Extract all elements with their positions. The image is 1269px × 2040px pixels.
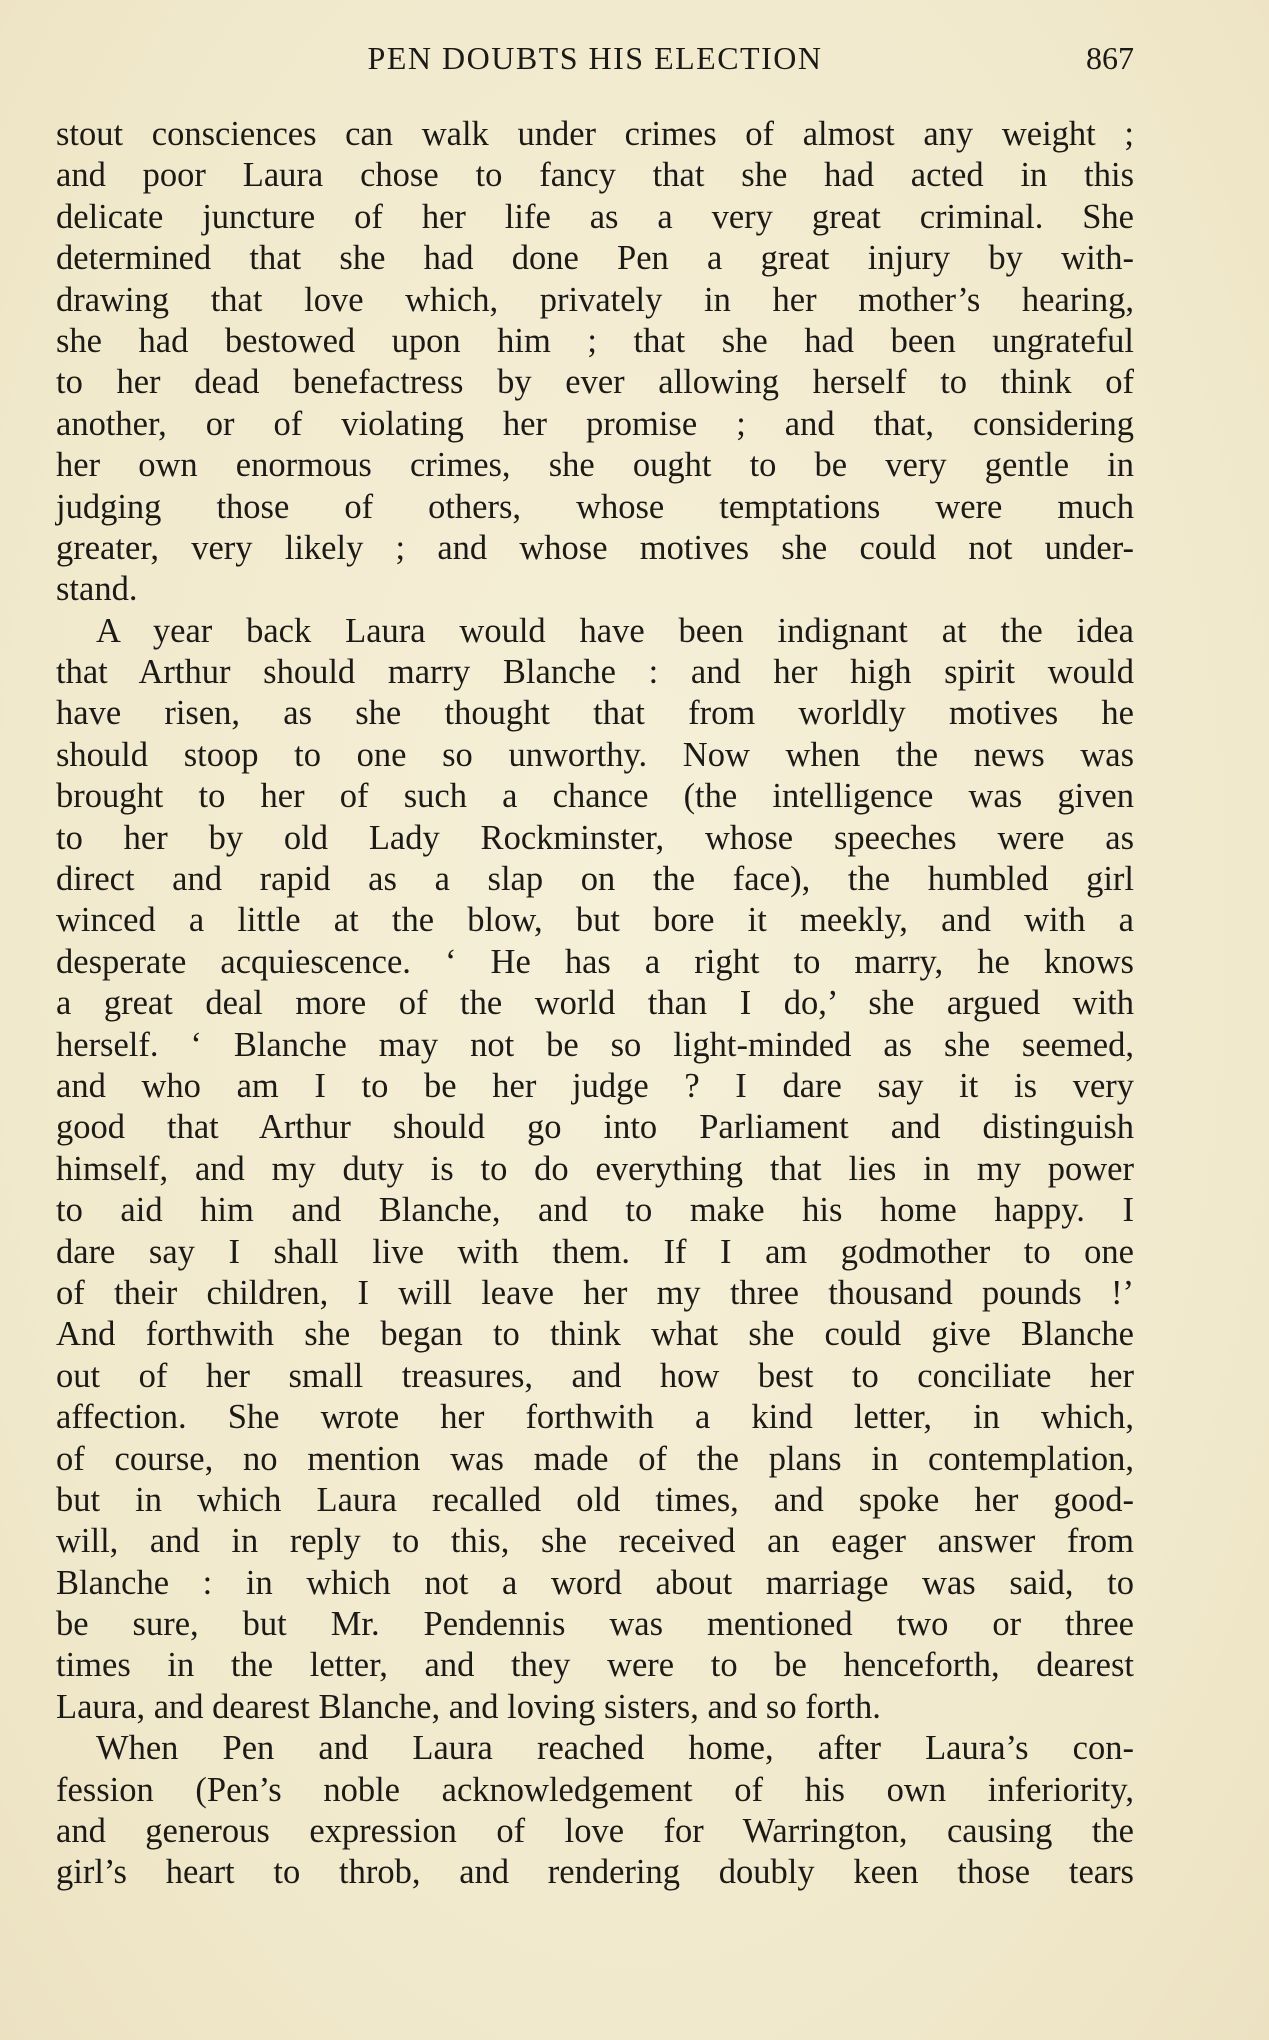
text-line: a great deal more of the world than I do,’ she argued with <box>56 984 1134 1023</box>
text-line: fession (Pen’s noble acknowledgement of his own inferiority, <box>56 1770 1134 1809</box>
text-line: stout consciences can walk under crimes of almost any weight ; <box>56 115 1134 153</box>
text-line: stand. <box>56 570 138 609</box>
text-line: direct and rapid as a slap on the face), the humbled girl <box>56 860 1134 899</box>
text-line: will, and in reply to this, she received an eager answer from <box>56 1522 1134 1561</box>
text-line: have risen, as she thought that from worldly motives he <box>56 694 1134 733</box>
text-line: be sure, but Mr. Pendennis was mentioned two or three <box>56 1605 1134 1644</box>
text-line: Blanche : in which not a word about marriage was said, to <box>56 1563 1134 1602</box>
running-title: PEN DOUBTS HIS ELECTION <box>367 40 823 76</box>
text-line: of their children, I will leave her my three thousand pounds !’ <box>56 1273 1134 1312</box>
text-line: out of her small treasures, and how best to conciliate her <box>56 1356 1134 1395</box>
text-line: of course, no mention was made of the plans in contemplation, <box>56 1439 1134 1478</box>
text-line: determined that she had done Pen a great injury by with- <box>56 239 1134 278</box>
page-number: 867 <box>1086 40 1134 76</box>
text-line: winced a little at the blow, but bore it meekly, and with a <box>56 901 1134 940</box>
running-head <box>56 36 1134 80</box>
text-line: girl’s heart to throb, and rendering doubly keen those tears <box>56 1853 1134 1892</box>
text-line: drawing that love which, privately in her mother’s hearing, <box>56 280 1134 319</box>
text-line: and who am I to be her judge ? I dare say it is very <box>56 1066 1134 1105</box>
text-line: her own enormous crimes, she ought to be very gentle in <box>56 446 1134 485</box>
text-line: brought to her of such a chance (the intelligence was given <box>56 777 1134 816</box>
text-line: to aid him and Blanche, and to make his home happy. I <box>56 1191 1134 1230</box>
text-line: A year back Laura would have been indignant at the idea <box>96 611 1134 650</box>
text-line: desperate acquiescence. ‘ He has a right to marry, he knows <box>56 942 1134 981</box>
text-line: greater, very likely ; and whose motives she could not under- <box>56 528 1134 567</box>
text-line: another, or of violating her promise ; and that, considering <box>56 404 1134 443</box>
text-line: but in which Laura recalled old times, and spoke her good- <box>56 1480 1134 1519</box>
text-line: to her by old Lady Rockminster, whose speeches were as <box>56 818 1134 857</box>
text-line: affection. She wrote her forthwith a kind letter, in which, <box>56 1398 1134 1437</box>
text-line: times in the letter, and they were to be henceforth, dearest <box>56 1646 1134 1685</box>
text-line: himself, and my duty is to do everything that lies in my power <box>56 1149 1134 1188</box>
text-line: dare say I shall live with them. If I am godmother to one <box>56 1232 1134 1271</box>
text-line: she had bestowed upon him ; that she had been ungrateful <box>56 321 1134 360</box>
body-text <box>56 114 1134 1894</box>
text-line: and generous expression of love for Warrington, causing the <box>56 1812 1134 1851</box>
text-line: to her dead benefactress by ever allowing herself to think of <box>56 363 1134 402</box>
text-line: should stoop to one so unworthy. Now when the news was <box>56 735 1134 774</box>
text-line: When Pen and Laura reached home, after Laura’s con- <box>96 1729 1134 1768</box>
text-line: good that Arthur should go into Parliament and distinguish <box>56 1108 1134 1147</box>
text-line: herself. ‘ Blanche may not be so light-minded as she seemed, <box>56 1025 1134 1064</box>
text-line: that Arthur should marry Blanche : and her high spirit would <box>56 653 1134 692</box>
text-line: and poor Laura chose to fancy that she had acted in this <box>56 156 1134 195</box>
text-line: And forthwith she began to think what she could give Blanche <box>56 1315 1134 1354</box>
text-line: Laura, and dearest Blanche, and loving sisters, and so forth. <box>56 1687 881 1726</box>
text-line: judging those of others, whose temptations were much <box>56 487 1134 526</box>
text-line: delicate juncture of her life as a very great criminal. She <box>56 197 1134 236</box>
